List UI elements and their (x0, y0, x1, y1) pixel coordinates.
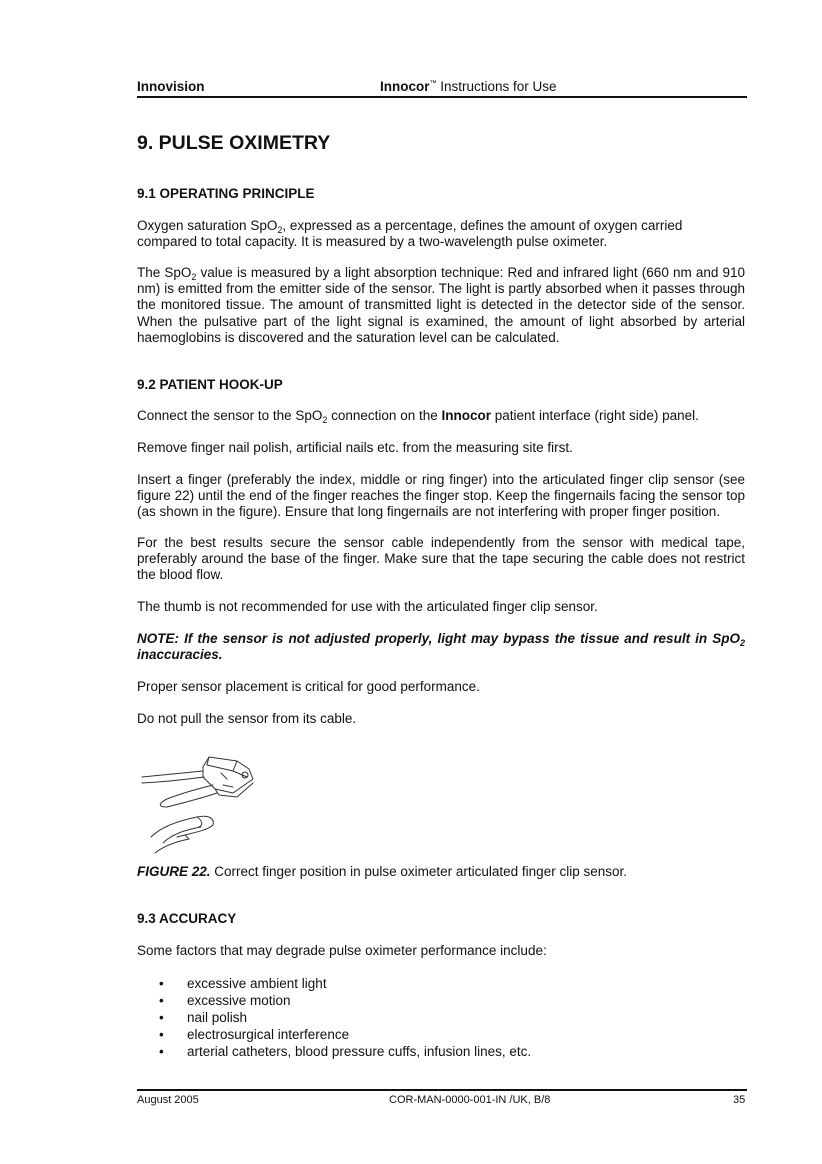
paragraph-accuracy-intro: Some factors that may degrade pulse oximeter performance include: (137, 943, 547, 958)
figure-22-label: FIGURE 22. (137, 864, 211, 879)
finger-clip-sensor-illustration (137, 755, 267, 855)
list-item: • nail polish (159, 1010, 248, 1025)
bullet-glyph: • (159, 1044, 164, 1059)
bullet-glyph: • (159, 976, 164, 991)
paragraph-connect-sensor: Connect the sensor to the SpO$_2$ connection on the Innocor patient interface (right side) panel. (137, 408, 699, 425)
paragraph-secure-cable: For the best results secure the sensor cable independently from the sensor with medical tape, preferably around the base of the finger. Make sure that the tape securing the cable does not restrict the blood flow. (137, 535, 745, 583)
figure-22-caption-text: Correct finger position in pulse oximeter articulated finger clip sensor. (210, 864, 627, 879)
header-product: Innocor (380, 79, 430, 94)
figure-22-caption (137, 864, 745, 880)
heading-accuracy: 9.3 ACCURACY (137, 911, 237, 926)
bullet-glyph: • (159, 1010, 164, 1025)
header-doc-title-text: Instructions for Use (440, 79, 557, 94)
footer-rule (137, 1089, 747, 1091)
paragraph-thumb: The thumb is not recommended for use with the articulated finger clip sensor. (137, 599, 598, 614)
footer-doc-number: COR-MAN-0000-001-IN /UK, B/8 (389, 1094, 551, 1106)
bullet-glyph: • (159, 993, 164, 1008)
header-company: Innovision (137, 79, 205, 94)
paragraph-spo2-definition: Oxygen saturation SpO$_2$, expressed as a percentage, defines the amount of oxygen carried compared to total capacity. It is measured by a two-wavelength pulse oximeter. (137, 218, 683, 250)
page-header (137, 78, 747, 96)
footer-page-number: 35 (733, 1094, 746, 1106)
header-doc-title (380, 79, 557, 94)
header-trademark: ™ (429, 80, 437, 87)
paragraph-do-not-pull: Do not pull the sensor from its cable. (137, 711, 357, 726)
paragraph-remove-polish: Remove finger nail polish, artificial nails etc. from the measuring site first. (137, 440, 573, 455)
list-item: • excessive ambient light (159, 976, 327, 991)
list-item: • excessive motion (159, 993, 291, 1008)
footer-date: August 2005 (137, 1094, 199, 1106)
header-rule (137, 96, 747, 98)
paragraph-insert-finger: Insert a finger (preferably the index, middle or ring finger) into the articulated finger clip sensor (see figure 22) until the end of the finger reaches the finger stop. Keep the fingernails facing the sensor top (as shown in the figure). Ensure that long fingernails are not interfering with proper finger position. (137, 472, 745, 520)
heading-patient-hookup: 9.2 PATIENT HOOK-UP (137, 377, 283, 392)
list-item: • arterial catheters, blood pressure cuffs, infusion lines, etc. (159, 1044, 532, 1059)
section-title: 9. PULSE OXIMETRY (137, 132, 331, 154)
heading-operating-principle: 9.1 OPERATING PRINCIPLE (137, 186, 315, 201)
note-sensor-adjustment: NOTE: If the sensor is not adjusted properly, light may bypass the tissue and result in SpO$_2$ inaccuracies. (137, 631, 745, 663)
list-item: • electrosurgical interference (159, 1027, 350, 1042)
paragraph-placement: Proper sensor placement is critical for good performance. (137, 679, 480, 694)
accuracy-factors-list (137, 975, 745, 1060)
paragraph-measurement-technique: The SpO$_2$ value is measured by a light absorption technique: Red and infrared light (660 nm and 910 nm) is emitted from the emitter side of the sensor. The light is partly absorbed when it passes through the monitored tissue. The amount of transmitted light is detected in the detector side of the sensor. When the pulsative part of the light signal is examined, the amount of light absorbed by arterial haemoglobins is discovered and the saturation level can be calculated. (137, 265, 745, 345)
bullet-glyph: • (159, 1027, 164, 1042)
